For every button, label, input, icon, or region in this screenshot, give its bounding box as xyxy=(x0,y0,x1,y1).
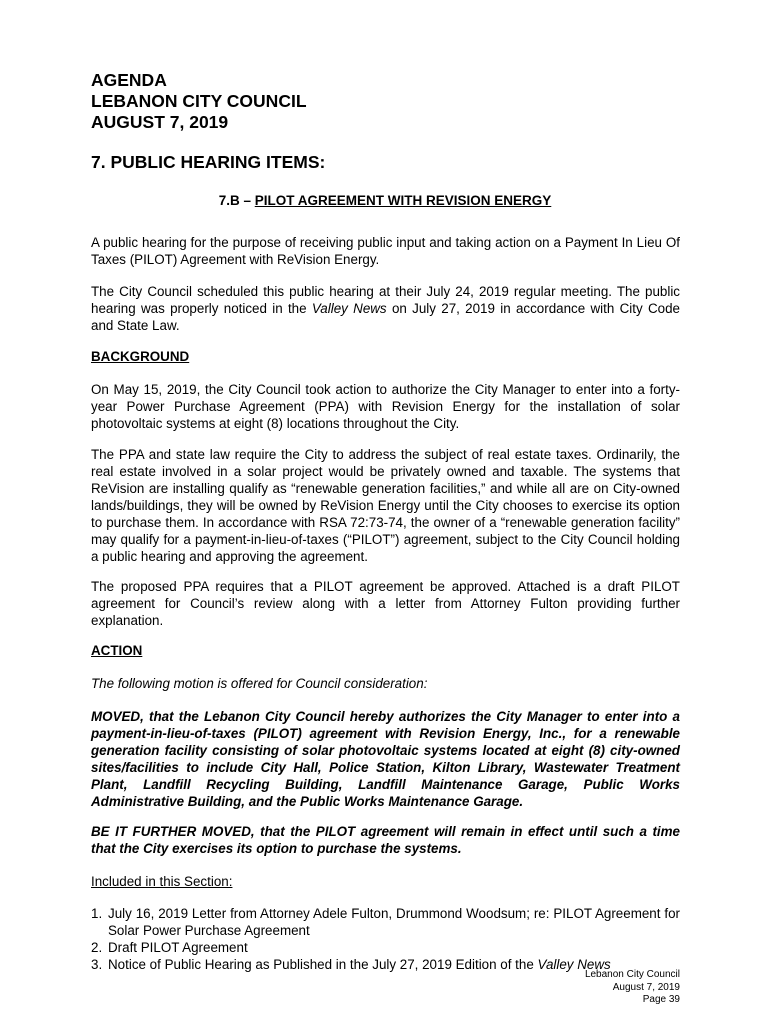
item-prefix: 7.B – xyxy=(218,193,255,208)
agenda-heading xyxy=(91,70,307,133)
schedule-text-a: The City Council scheduled this public hearing at their July 24, 2019 regular meeting. The public hearing was properly noticed in the xyxy=(91,284,680,316)
newspaper-name: Valley News xyxy=(311,301,387,316)
heading-agenda: AGENDA xyxy=(91,70,167,90)
action-heading: ACTION xyxy=(91,643,143,658)
newspaper-name: Valley News xyxy=(537,957,611,972)
background-paragraph-3: The proposed PPA requires that a PILOT agreement be approved. Attached is a draft PILOT agreement for Council’s review along with a letter from Attorney Fulton providing further explanation. xyxy=(91,579,680,628)
footer-council: Lebanon City Council xyxy=(584,969,680,980)
list-item: 2. Draft PILOT Agreement xyxy=(91,940,248,955)
heading-council: LEBANON CITY COUNCIL xyxy=(91,91,307,111)
page-footer xyxy=(585,969,680,1007)
further-motion-paragraph: BE IT FURTHER MOVED, that the PILOT agreement will remain in effect until such a time that the City exercises its option to purchase the systems. xyxy=(91,824,680,856)
schedule-text-b: on July 27, 2019 in accordance with City Code and State Law. xyxy=(91,301,680,333)
list-item: 1. July 16, 2019 Letter from Attorney Adele Fulton, Drummond Woodsum; re: PILOT Agreement for Solar Power Purchase Agreement xyxy=(91,906,680,938)
background-heading: BACKGROUND xyxy=(91,349,190,364)
motion-intro: The following motion is offered for Council consideration: xyxy=(91,676,428,691)
item-title-text: PILOT AGREEMENT WITH REVISION ENERGY xyxy=(254,193,552,208)
background-paragraph-2: The PPA and state law require the City to address the subject of real estate taxes. Ordinarily, the real estate involved in a solar project would be privately owned and taxable. The systems that ReVision are installing qualify as “renewable generation facilities,” and while all are on City-owned lands/buildings, they will be owned by ReVision Energy until the City chooses to exercise its option to purchase them. In accordance with RSA 72:73-74, the owner of a “renewable generation facility” may qualify for a payment-in-lieu-of-taxes (“PILOT”) agreement, subject to the City Council holding a public hearing and approving the agreement. xyxy=(91,447,680,564)
footer-date: August 7, 2019 xyxy=(612,981,680,993)
background-paragraph-1: On May 15, 2019, the City Council took action to authorize the City Manager to enter into a forty-year Power Purchase Agreement (PPA) with Revision Energy for the installation of solar photovoltaic systems at eight (8) locations throughout the City. xyxy=(91,382,680,431)
motion-paragraph: MOVED, that the Lebanon City Council hereby authorizes the City Manager to enter into a payment-in-lieu-of-taxes (PILOT) agreement with Revision Energy, Inc., for a renewable generation facility consisting of solar photovoltaic systems located at eight (8) city-owned sites/facilities to include City Hall, Police Station, Kilton Library, Wastewater Treatment Plant, Landfill Recycling Building, Landfill Maintenance Garage, Public Works Administrative Building, and the Public Works Maintenance Garage. xyxy=(91,709,680,809)
item-title xyxy=(0,193,770,208)
list-item: 3. Notice of Public Hearing as Published in the July 27, 2019 Edition of the Valley News xyxy=(91,957,611,972)
schedule-paragraph xyxy=(91,283,680,334)
included-list xyxy=(91,905,680,973)
section-title: 7. PUBLIC HEARING ITEMS: xyxy=(91,152,326,172)
intro-paragraph: A public hearing for the purpose of receiving public input and taking action on a Payment In Lieu Of Taxes (PILOT) Agreement with ReVision Energy. xyxy=(91,235,680,267)
included-heading: Included in this Section: xyxy=(91,874,233,889)
heading-date: AUGUST 7, 2019 xyxy=(91,112,229,132)
page-number: Page 39 xyxy=(642,994,680,1005)
